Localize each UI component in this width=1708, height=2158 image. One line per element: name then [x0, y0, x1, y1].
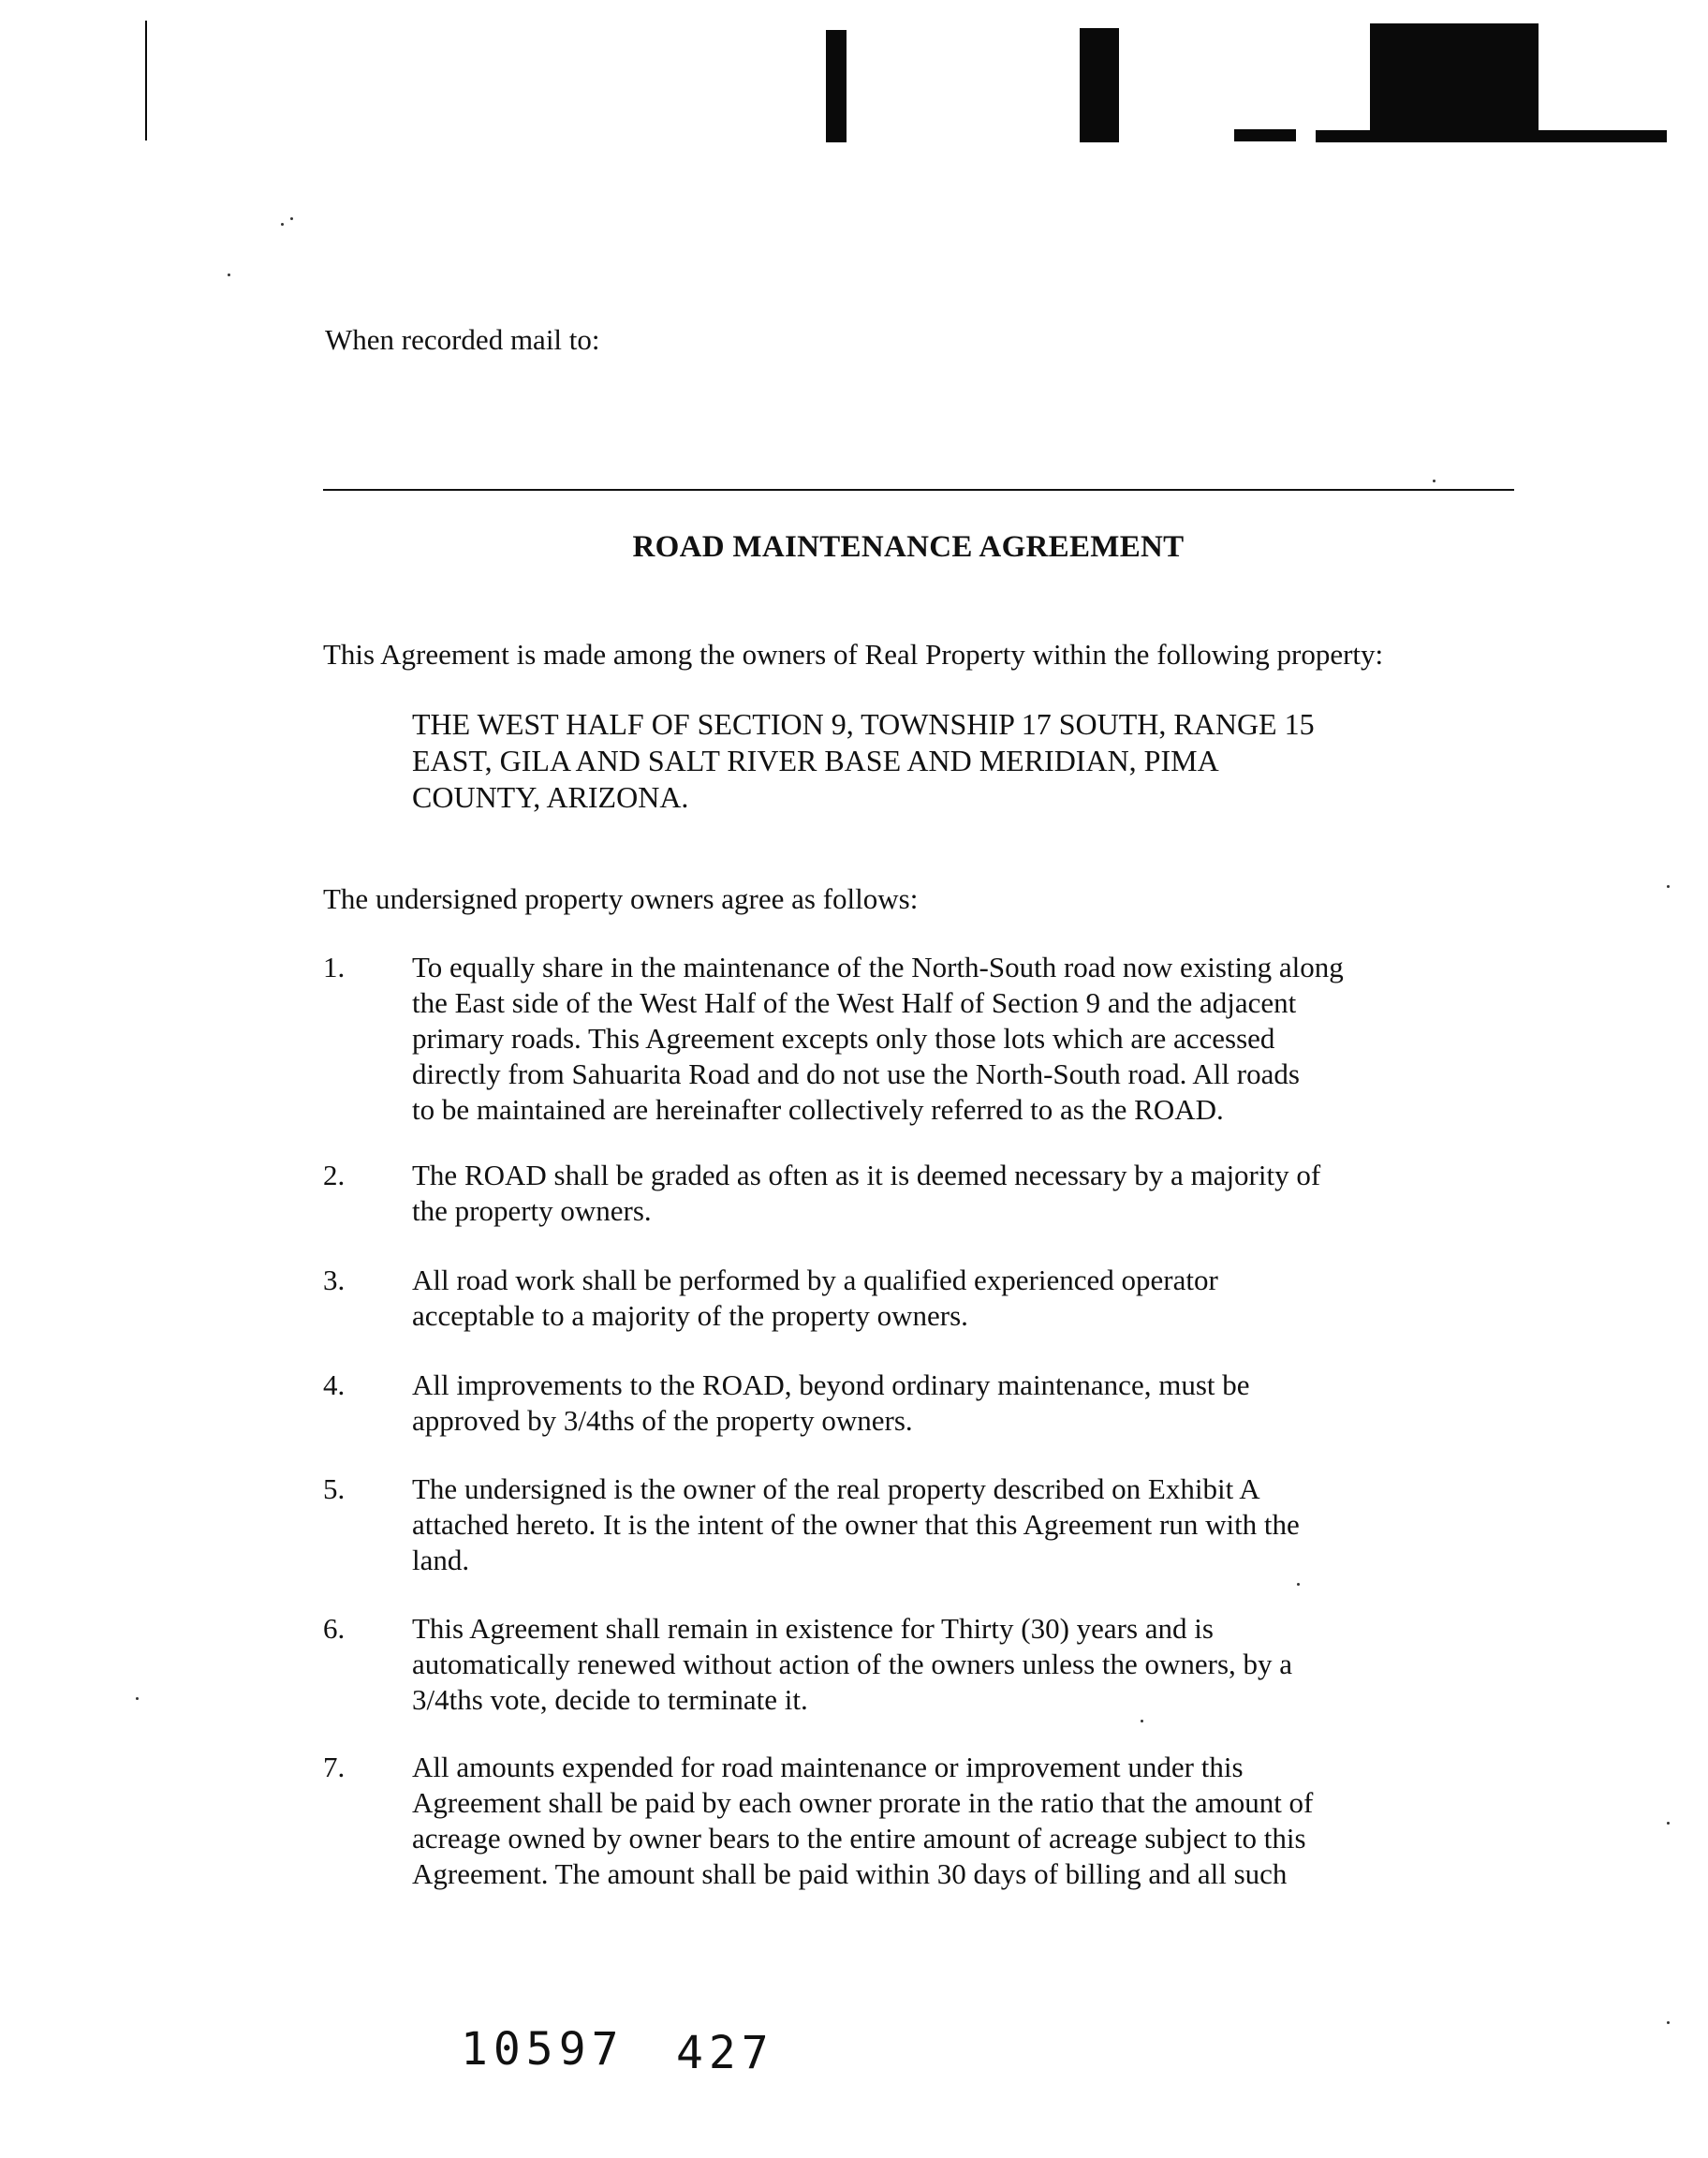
item-text-line: All improvements to the ROAD, beyond ordinary maintenance, must be: [412, 1368, 1250, 1401]
item-text-line: directly from Sahuarita Road and do not use the North-South road. All roads: [412, 1057, 1300, 1090]
item-text: [412, 1611, 1292, 1718]
item-text-line: All road work shall be performed by a qualified experienced operator: [412, 1264, 1218, 1296]
docket-number: 10597: [461, 2023, 625, 2076]
item-text-line: land.: [412, 1544, 470, 1576]
item-text-line: approved by 3/4ths of the property owners.: [412, 1404, 913, 1437]
item-text: [412, 1367, 1250, 1439]
intro-paragraph: This Agreement is made among the owners of Real Property within the following property:: [323, 638, 1384, 671]
item-text: [412, 1263, 1218, 1334]
item-text-line: automatically renewed without action of the owners unless the owners, by a: [412, 1648, 1293, 1680]
item-text: [412, 1471, 1300, 1578]
item-text: [412, 950, 1344, 1128]
scan-speck: [1667, 885, 1670, 888]
item-number: 1.: [323, 951, 346, 983]
scan-speck: [136, 1697, 139, 1700]
item-number: 4.: [323, 1368, 346, 1401]
item-text-line: To equally share in the maintenance of the North-South road now existing along: [412, 951, 1344, 983]
scan-speck: [281, 223, 284, 226]
item-number: 2.: [323, 1159, 346, 1191]
legal-description: [412, 706, 1315, 816]
item-text-line: to be maintained are hereinafter collectively referred to as the ROAD.: [412, 1093, 1224, 1126]
legal-description-line: COUNTY, ARIZONA.: [412, 780, 689, 814]
item-text-line: Agreement shall be paid by each owner prorate in the ratio that the amount of: [412, 1786, 1314, 1819]
item-text-line: acceptable to a majority of the property owners.: [412, 1299, 968, 1332]
item-text-line: acreage owned by owner bears to the entire amount of acreage subject to this: [412, 1822, 1306, 1855]
scan-speck: [228, 273, 230, 276]
registration-mark-left-line: [145, 21, 147, 140]
item-text: [412, 1750, 1313, 1892]
registration-mark-block: [1370, 23, 1539, 131]
item-text-line: the East side of the West Half of the West Half of Section 9 and the adjacent: [412, 986, 1297, 1019]
item-text-line: primary roads. This Agreement excepts only those lots which are accessed: [412, 1022, 1275, 1055]
registration-mark-dash: [1234, 129, 1296, 141]
registration-mark-bar-2: [1080, 28, 1119, 142]
item-text-line: The ROAD shall be graded as often as it is deemed necessary by a majority of: [412, 1159, 1321, 1191]
scan-speck: [1297, 1583, 1300, 1586]
item-text-line: All amounts expended for road maintenance or improvement under this: [412, 1751, 1244, 1783]
item-text-line: Agreement. The amount shall be paid within 30 days of billing and all such: [412, 1857, 1288, 1890]
recording-mail-to-label: When recorded mail to:: [325, 323, 600, 356]
document-title: ROAD MAINTENANCE AGREEMENT: [632, 530, 1185, 564]
item-text-line: This Agreement shall remain in existence for Thirty (30) years and is: [412, 1612, 1214, 1645]
scan-speck: [1667, 1822, 1670, 1825]
item-text-line: The undersigned is the owner of the real property described on Exhibit A: [412, 1472, 1260, 1505]
legal-description-line: EAST, GILA AND SALT RIVER BASE AND MERIDIAN, PIMA: [412, 744, 1219, 777]
item-number: 3.: [323, 1264, 346, 1296]
item-text: [412, 1158, 1320, 1229]
scan-speck: [1433, 480, 1436, 482]
item-text-line: the property owners.: [412, 1194, 652, 1227]
item-number: 5.: [323, 1472, 346, 1505]
registration-mark-bar-1: [826, 30, 847, 142]
item-text-line: 3/4ths vote, decide to terminate it.: [412, 1683, 808, 1716]
scan-speck: [1141, 1720, 1143, 1722]
page-number: 427: [676, 2027, 774, 2079]
legal-description-line: THE WEST HALF OF SECTION 9, TOWNSHIP 17 SOUTH, RANGE 15: [412, 707, 1315, 741]
item-number: 7.: [323, 1751, 346, 1783]
scan-speck: [290, 217, 293, 220]
registration-mark-baseline: [1316, 130, 1667, 142]
scan-speck: [1667, 2021, 1670, 2024]
recording-address-line: [323, 489, 1514, 491]
item-number: 6.: [323, 1612, 346, 1645]
agreement-intro: The undersigned property owners agree as follows:: [323, 882, 919, 915]
item-text-line: attached hereto. It is the intent of the owner that this Agreement run with the: [412, 1508, 1300, 1541]
